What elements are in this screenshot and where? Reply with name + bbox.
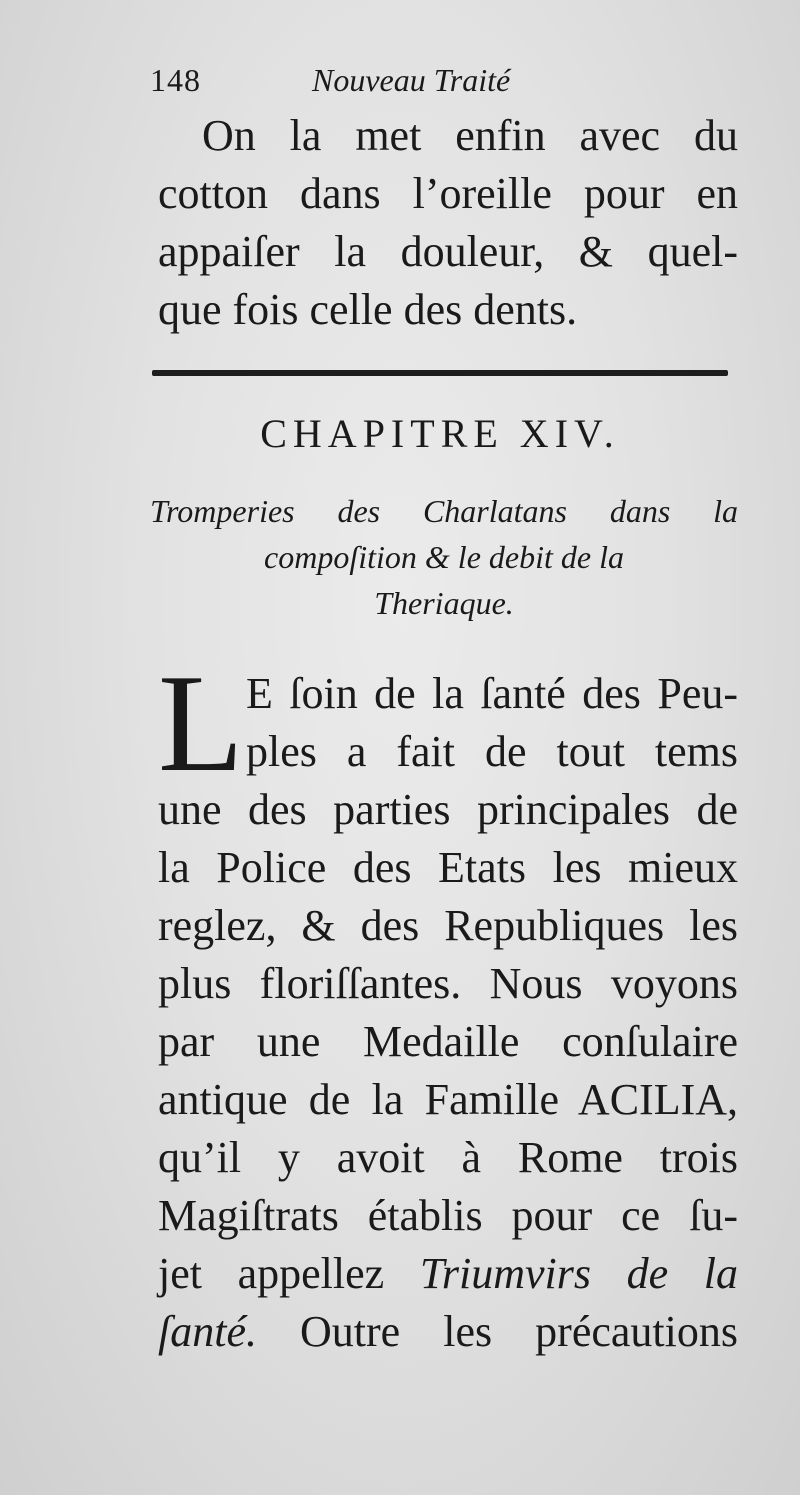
italic-phrase: ſanté. (158, 1307, 257, 1356)
text-line (158, 1245, 738, 1303)
text-line: que fois celle des dents. (158, 285, 578, 334)
chapter-title-line: Tromperies des Charlatans dans la (150, 493, 738, 529)
text-segment: Outre les précautions (300, 1307, 738, 1356)
text-line: qu’il y avoit à Rome trois (158, 1133, 738, 1182)
chapter-title-line: compoſition & le debit de la (264, 539, 624, 575)
italic-phrase: Triumvirs de la (419, 1249, 739, 1298)
page-header (150, 62, 730, 106)
chapter-title-line: Theriaque. (374, 585, 514, 621)
text-line: ples a fait de tout tems (246, 727, 738, 776)
drop-cap: L (158, 646, 244, 801)
text-line: appaiſer la douleur, & quel- (158, 227, 738, 276)
chapter-title (150, 488, 738, 626)
body-paragraph (158, 646, 739, 1361)
text-line: Magiſtrats établis pour ce ſu- (158, 1191, 738, 1240)
text-line: reglez, & des Republiques les (158, 901, 738, 950)
running-title: Nouveau Traité (312, 62, 511, 98)
text-line: par une Medaille conſulaire (158, 1017, 738, 1066)
text-line: On la met enfin avec du (202, 111, 738, 160)
text-line: la Police des Etats les mieux (158, 843, 738, 892)
text-segment: jet appellez (158, 1249, 385, 1298)
text-line: E ſoin de la ſanté des Peu- (246, 669, 738, 718)
text-line (158, 1303, 738, 1361)
page-number: 148 (150, 62, 201, 98)
text-line: cotton dans l’oreille pour en (158, 169, 738, 218)
text-line: antique de la Famille ACILIA, (158, 1075, 738, 1124)
chapter-heading: CHAPITRE XIV. (260, 411, 620, 456)
section-divider-rule (152, 370, 728, 376)
text-line: une des parties principales de (158, 785, 738, 834)
opening-paragraph (158, 107, 738, 339)
text-line: plus floriſſantes. Nous voyons (158, 959, 738, 1008)
